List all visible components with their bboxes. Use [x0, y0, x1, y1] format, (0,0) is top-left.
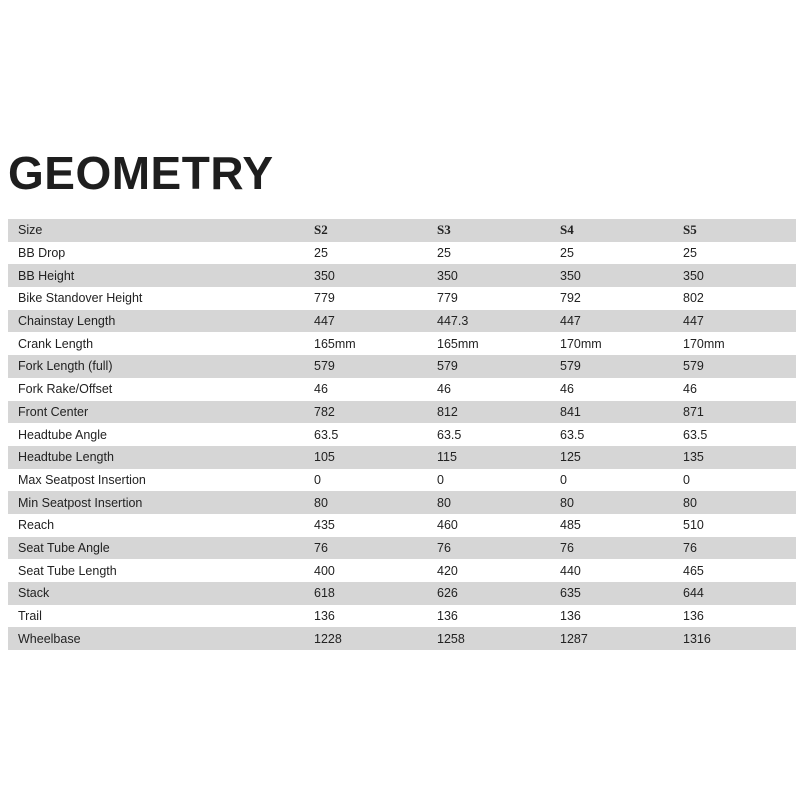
value-s2: 782 — [314, 404, 335, 419]
value-s3: 350 — [437, 268, 458, 283]
table-body — [8, 242, 796, 650]
value-s3: 779 — [437, 291, 458, 306]
header-size-s4: S4 — [560, 222, 574, 238]
value-s5: 447 — [683, 314, 704, 329]
row-label: Max Seatpost Insertion — [18, 472, 146, 487]
row-label: Trail — [18, 609, 42, 624]
row-label: Stack — [18, 586, 50, 601]
value-s5: 871 — [683, 404, 704, 419]
value-s4: 579 — [560, 359, 581, 374]
geometry-table — [8, 219, 796, 650]
value-s3: 46 — [437, 382, 451, 397]
value-s3: 0 — [437, 472, 444, 487]
value-s4: 440 — [560, 563, 581, 578]
table-row — [8, 264, 796, 287]
value-s3: 115 — [437, 450, 457, 465]
value-s4: 76 — [560, 540, 574, 555]
table-row — [8, 242, 796, 265]
value-s2: 618 — [314, 586, 335, 601]
value-s4: 125 — [560, 450, 581, 465]
value-s2: 63.5 — [314, 427, 339, 442]
table-row — [8, 627, 796, 650]
value-s3: 579 — [437, 359, 458, 374]
page-title: GEOMETRY — [8, 147, 274, 199]
row-label: Min Seatpost Insertion — [18, 495, 143, 510]
value-s5: 350 — [683, 268, 704, 283]
table-row — [8, 310, 796, 333]
table-row — [8, 559, 796, 582]
value-s4: 63.5 — [560, 427, 585, 442]
row-label: Fork Length (full) — [18, 359, 113, 374]
value-s2: 105 — [314, 450, 335, 465]
table-row — [8, 401, 796, 424]
value-s4: 792 — [560, 291, 581, 306]
value-s4: 25 — [560, 246, 574, 261]
value-s2: 400 — [314, 563, 335, 578]
value-s4: 80 — [560, 495, 574, 510]
header-size-s5: S5 — [683, 222, 697, 238]
value-s5: 46 — [683, 382, 697, 397]
row-label: Wheelbase — [18, 631, 81, 646]
value-s2: 435 — [314, 518, 335, 533]
value-s5: 1316 — [683, 631, 711, 646]
value-s3: 812 — [437, 404, 458, 419]
value-s2: 80 — [314, 495, 328, 510]
row-label: Reach — [18, 518, 55, 533]
value-s4: 46 — [560, 382, 574, 397]
value-s4: 136 — [560, 609, 581, 624]
value-s4: 170mm — [560, 336, 602, 351]
value-s5: 25 — [683, 246, 697, 261]
header-size-label: Size — [18, 223, 43, 238]
value-s3: 420 — [437, 563, 458, 578]
table-row — [8, 469, 796, 492]
row-label: Chainstay Length — [18, 314, 116, 329]
value-s3: 626 — [437, 586, 458, 601]
table-row — [8, 332, 796, 355]
value-s5: 510 — [683, 518, 704, 533]
table-row — [8, 446, 796, 469]
row-label: Crank Length — [18, 336, 94, 351]
value-s2: 76 — [314, 540, 328, 555]
row-label: Fork Rake/Offset — [18, 382, 113, 397]
table-header-row — [8, 219, 796, 242]
value-s4: 841 — [560, 404, 581, 419]
value-s4: 485 — [560, 518, 581, 533]
value-s4: 635 — [560, 586, 581, 601]
value-s4: 350 — [560, 268, 581, 283]
value-s2: 165mm — [314, 336, 356, 351]
value-s5: 63.5 — [683, 427, 708, 442]
value-s3: 447.3 — [437, 314, 469, 329]
value-s5: 802 — [683, 291, 704, 306]
value-s3: 76 — [437, 540, 451, 555]
value-s5: 0 — [683, 472, 690, 487]
row-label: Headtube Length — [18, 450, 114, 465]
value-s2: 1228 — [314, 631, 342, 646]
table-row — [8, 423, 796, 446]
row-label: BB Height — [18, 268, 75, 283]
value-s2: 579 — [314, 359, 335, 374]
value-s2: 136 — [314, 609, 335, 624]
value-s2: 779 — [314, 291, 335, 306]
row-label: Bike Standover Height — [18, 291, 143, 306]
value-s4: 0 — [560, 472, 567, 487]
table-row — [8, 491, 796, 514]
value-s2: 25 — [314, 246, 328, 261]
value-s3: 460 — [437, 518, 458, 533]
row-label: Seat Tube Angle — [18, 540, 110, 555]
value-s5: 135 — [683, 450, 704, 465]
value-s2: 0 — [314, 472, 321, 487]
value-s5: 465 — [683, 563, 704, 578]
value-s2: 447 — [314, 314, 335, 329]
table-row — [8, 287, 796, 310]
value-s3: 80 — [437, 495, 451, 510]
row-label: Front Center — [18, 404, 89, 419]
table-row — [8, 537, 796, 560]
value-s5: 579 — [683, 359, 704, 374]
value-s5: 136 — [683, 609, 704, 624]
value-s5: 644 — [683, 586, 704, 601]
value-s5: 80 — [683, 495, 697, 510]
table-row — [8, 582, 796, 605]
value-s3: 165mm — [437, 336, 479, 351]
header-size-s2: S2 — [314, 222, 328, 238]
value-s3: 63.5 — [437, 427, 462, 442]
table-row — [8, 378, 796, 401]
value-s3: 1258 — [437, 631, 465, 646]
table-row — [8, 605, 796, 628]
value-s5: 170mm — [683, 336, 725, 351]
value-s5: 76 — [683, 540, 697, 555]
row-label: Seat Tube Length — [18, 563, 117, 578]
header-size-s3: S3 — [437, 222, 451, 238]
value-s3: 136 — [437, 609, 458, 624]
value-s2: 350 — [314, 268, 335, 283]
value-s4: 447 — [560, 314, 581, 329]
value-s4: 1287 — [560, 631, 588, 646]
table-row — [8, 514, 796, 537]
value-s2: 46 — [314, 382, 328, 397]
row-label: Headtube Angle — [18, 427, 107, 442]
row-label: BB Drop — [18, 246, 66, 261]
value-s3: 25 — [437, 246, 451, 261]
table-row — [8, 355, 796, 378]
